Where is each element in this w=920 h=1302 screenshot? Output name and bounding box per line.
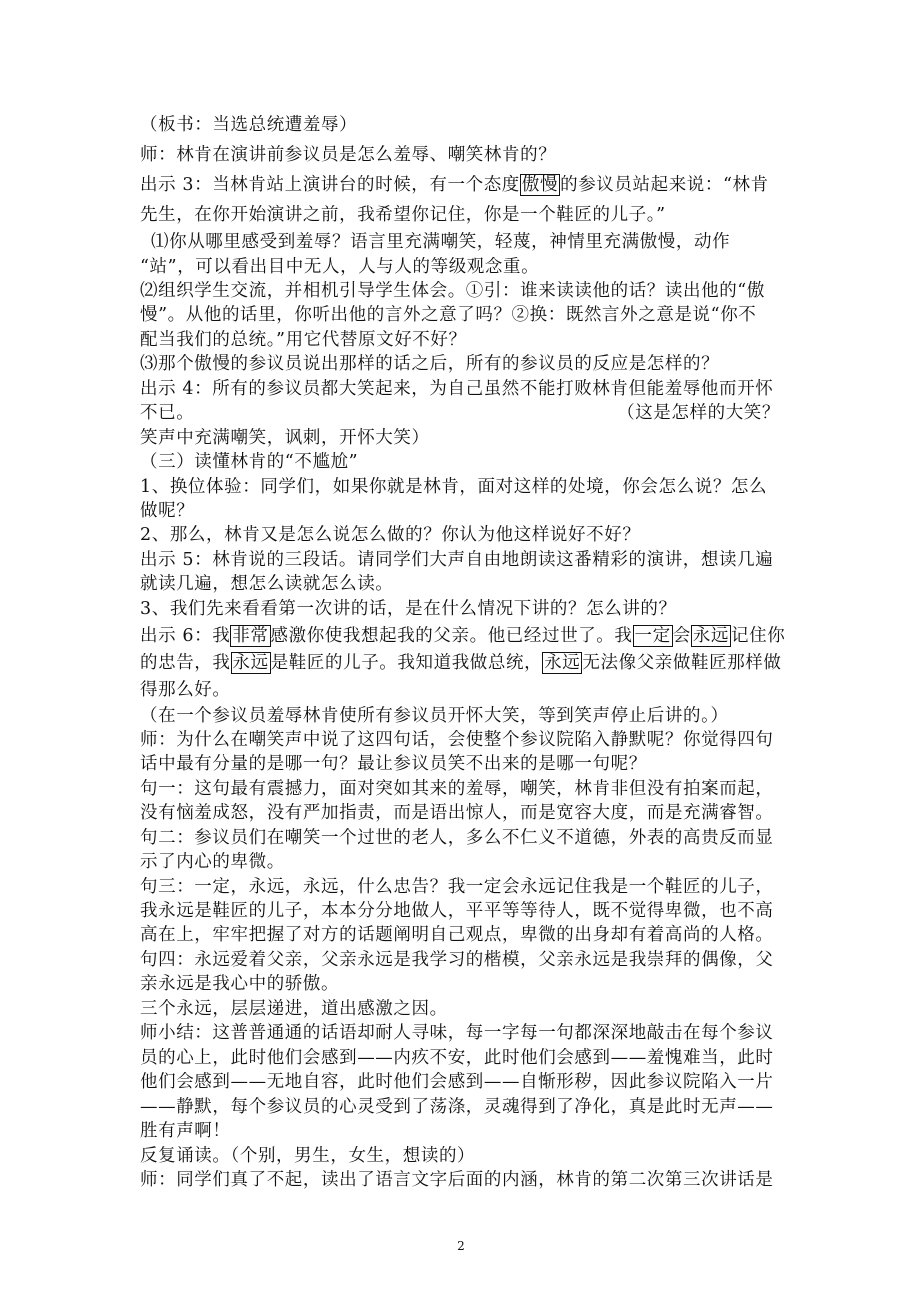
exhibit-6-line: 出示 6：我 非常 感激你使我想起我的父亲。他已经过世了。我 一定 会 永远 记住你 xyxy=(140,626,786,646)
text-line: 员的心上，此时他们会感到——内疚不安，此时他们会感到——羞愧难当，此时 xyxy=(140,1048,774,1068)
text-line: 师小结：这普普通通的话语却耐人寻味，每一字每一句都深深地敲击在每个参议 xyxy=(140,1023,774,1043)
boxed-word: 永远 xyxy=(544,653,581,673)
text-line: 笑声中充满嘲笑，讽刺，开怀大笑） xyxy=(140,428,430,448)
text-line: 胜有声啊！ xyxy=(140,1121,231,1141)
text-line: 先生，在你开始演讲之前，我希望你记住，你是一个鞋匠的儿子。” xyxy=(140,205,666,225)
text-line: 话中最有分量的是哪一句？最让参议员笑不出来的是哪一句呢？ xyxy=(140,754,647,774)
text-line: 做呢？ xyxy=(140,501,195,521)
text-line: 出示 5：林肯说的三段话。请同学们大声自由地朗读这番精彩的演讲，想读几遍 xyxy=(140,550,774,570)
text-line: 示了内心的卑微。 xyxy=(140,852,285,872)
text-line: 配当我们的总统。”用它代替原文好不好？ xyxy=(140,330,467,350)
text-line: 3、我们先来看看第一次讲的话，是在什么情况下讲的？怎么讲的？ xyxy=(140,599,677,619)
text-line: 1、换位体验：同学们，如果你就是林肯，面对这样的处境，你会怎么说？怎么 xyxy=(140,477,768,497)
boxed-word: 永远 xyxy=(692,626,730,646)
text-line: 慢”。从他的话里，你听出他的言外之意了吗？②换：既然言外之意是说“你不 xyxy=(140,305,757,325)
text-line: 高在上，牢牢把握了对方的话题阐明自己观点，卑微的出身却有着高尚的人格。 xyxy=(140,925,774,945)
text-line: （在一个参议员羞辱林肯使所有参议员开怀大笑，等到笑声停止后讲的。） xyxy=(140,706,729,726)
exhibit-6-line: 的忠告，我 永远 是鞋匠的儿子。我知道我做总统， 永远 无法像父亲做鞋匠那样做 xyxy=(140,653,782,673)
text-line: 师：林肯在演讲前参议员是怎么羞辱、嘲笑林肯的？ xyxy=(140,145,557,165)
page-number: 2 xyxy=(457,1239,465,1253)
text-line: 句二：参议员们在嘲笑一个过世的老人，多么不仁义不道德，外表的高贵反而显 xyxy=(140,828,774,848)
section-heading: （三）读懂林肯的“不尴尬” xyxy=(140,452,359,472)
boxed-word: 非常 xyxy=(232,626,269,646)
text-line: 师：同学们真了不起，读出了语言文字后面的内涵，林肯的第二次第三次讲话是 xyxy=(140,1170,774,1190)
text-line: 没有恼羞成怒，没有严加指责，而是语出惊人，而是宽容大度，而是充满睿智。 xyxy=(140,803,774,823)
text-line: 句四：永远爱着父亲，父亲永远是我学习的楷模，父亲永远是我崇拜的偶像，父 xyxy=(140,950,774,970)
boxed-word: 傲慢 xyxy=(521,175,559,195)
text-line: “站”，可以看出目中无人，人与人的等级观念重。 xyxy=(140,257,540,277)
text-line: ⑵组织学生交流，并相机引导学生体会。①引：谁来读读他的话？读出他的“傲 xyxy=(140,281,765,301)
blackboard-note: （板书：当选总统遭羞辱） xyxy=(140,115,358,135)
text-line: 我永远是鞋匠的儿子，本本分分地做人，平平等等待人，既不觉得卑微，也不高 xyxy=(140,901,774,921)
text-line: ⑶那个傲慢的参议员说出那样的话之后，所有的参议员的反应是怎样的？ xyxy=(140,354,720,374)
text-line: 不已。 （这是怎样的大笑？ xyxy=(140,403,780,423)
text-line: ⑴你从哪里感受到羞辱？语言里充满嘲笑，轻蔑，神情里充满傲慢，动作 xyxy=(151,232,731,252)
text-line: 出示 4：所有的参议员都大笑起来，为自己虽然不能打败林肯但能羞辱他而开怀 xyxy=(140,379,774,399)
boxed-word: 一定 xyxy=(634,626,671,646)
text-line: 师：为什么在嘲笑声中说了这四句话，会使整个参议院陷入静默呢？你觉得四句 xyxy=(140,730,774,750)
text-line: 句一：这句最有震撼力，面对突如其来的羞辱，嘲笑，林肯非但没有拍案而起， xyxy=(140,779,774,799)
boxed-word: 永远 xyxy=(232,653,269,673)
text-line: ——静默，每个参议员的心灵受到了荡涤，灵魂得到了净化，真是此时无声—— xyxy=(140,1097,774,1117)
text-line: 2、那么，林肯又是怎么说怎么做的？你认为他这样说好不好？ xyxy=(140,525,641,545)
text-line: 得那么好。 xyxy=(140,680,231,700)
text-line: 他们会感到——无地自容，此时他们会感到——自惭形秽，因此参议院陷入一片 xyxy=(140,1072,774,1092)
text-line: 句三：一定，永远，永远，什么忠告？我一定会永远记住我是一个鞋匠的儿子， xyxy=(140,877,774,897)
exhibit-3-line: 出示 3：当林肯站上演讲台的时候，有一个态度 傲慢 的参议员站起来说：“林肯 xyxy=(140,175,769,195)
text-line: 三个永远，层层递进，道出感激之因。 xyxy=(140,999,448,1019)
text-line: 就读几遍，想怎么读就怎么读。 xyxy=(140,574,394,594)
text-line: 反复诵读。（个别，男生，女生，想读的） xyxy=(140,1146,476,1166)
text-line: 亲永远是我心中的骄傲。 xyxy=(140,974,340,994)
